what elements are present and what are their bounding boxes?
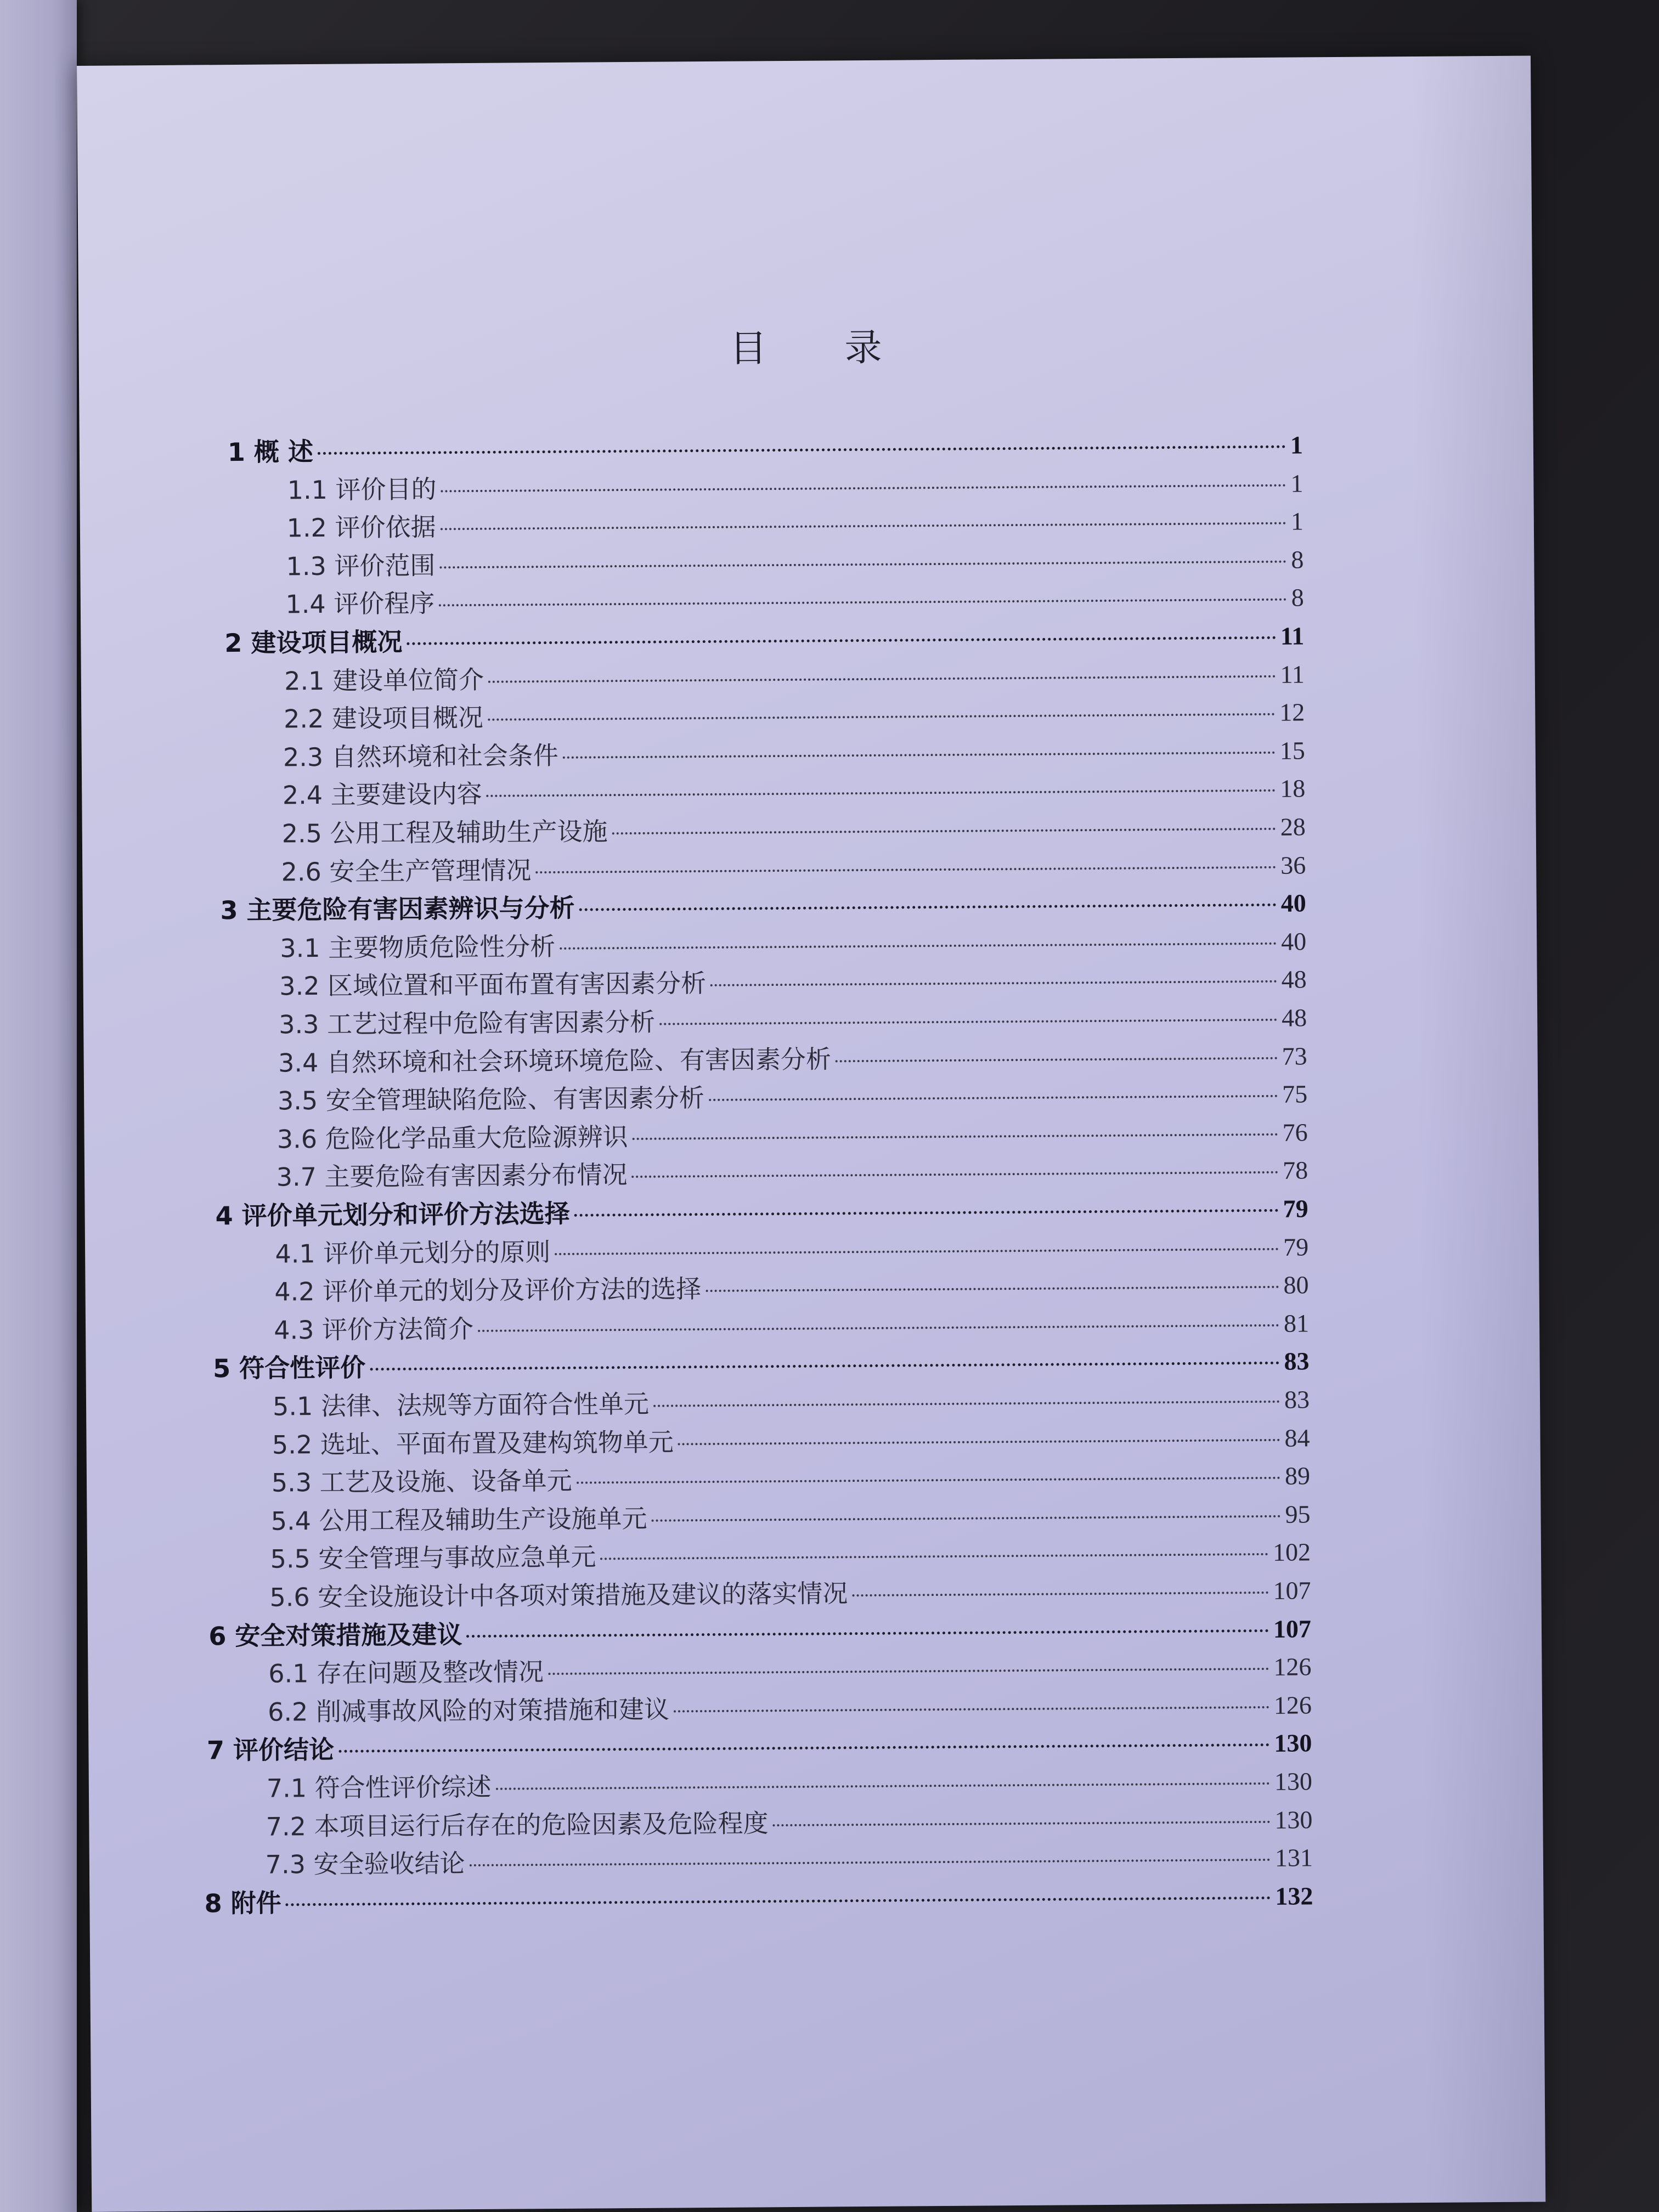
toc-entry-label: 3.1 主要物质危险性分析: [280, 931, 556, 963]
toc-entry-label: 5 符合性评价: [212, 1352, 366, 1384]
toc-page-number: 132: [1275, 1882, 1313, 1910]
toc-section-entry: [286, 501, 1304, 547]
page-title: 目 录: [729, 326, 915, 371]
toc-page-number: 11: [1280, 622, 1305, 650]
dot-leader: [706, 1286, 1279, 1292]
dot-leader: [612, 828, 1276, 834]
dot-leader: [439, 560, 1286, 568]
toc-entry-label: 3.4 自然环境和社会环境环境危险、有害因素分析: [278, 1044, 832, 1078]
dot-leader: [653, 1401, 1280, 1407]
toc-page-number: 40: [1280, 889, 1306, 917]
toc-page-number: 12: [1279, 698, 1305, 726]
toc-entry-label: 7 评价结论: [206, 1735, 335, 1765]
toc-page-number: 18: [1280, 774, 1306, 803]
toc-page-number: 84: [1284, 1423, 1310, 1452]
dot-leader: [709, 1095, 1278, 1101]
toc-page-number: 8: [1291, 583, 1304, 612]
toc-page-number: 48: [1281, 965, 1307, 994]
dot-leader: [674, 1706, 1269, 1713]
toc-entry-label: 4.3 评价方法简介: [274, 1313, 474, 1345]
toc-page-number: 81: [1283, 1309, 1310, 1338]
facing-page-edge: [0, 0, 77, 2212]
dot-leader: [488, 675, 1276, 682]
toc-chapter-entry: [204, 1876, 1313, 1922]
toc-entry-label: 5.6 安全设施设计中各项对策措施及建议的落实情况: [269, 1578, 848, 1612]
toc-entry-label: 6.2 削减事故风险的对策措施和建议: [267, 1694, 670, 1727]
toc-page-number: 78: [1282, 1156, 1308, 1185]
toc-entry-label: 1.3 评价范围: [286, 550, 436, 582]
dot-leader: [548, 1668, 1269, 1675]
table-of-contents: [77, 55, 1545, 2211]
toc-page-number: 75: [1282, 1080, 1308, 1108]
dot-leader: [773, 1820, 1271, 1826]
dot-leader: [659, 1019, 1277, 1025]
toc-page-number: 131: [1274, 1843, 1313, 1872]
dot-leader: [852, 1592, 1268, 1596]
toc-entry-label: 3.6 危险化学品重大危险源辨识: [276, 1121, 628, 1154]
toc-page-number: 48: [1281, 1003, 1307, 1032]
toc-entry-label: 8 附件: [204, 1888, 281, 1918]
toc-page-number: 76: [1282, 1118, 1308, 1147]
toc-section-entry: [286, 539, 1304, 585]
toc-section-entry: [287, 463, 1304, 509]
dot-leader: [488, 713, 1275, 721]
toc-page-number: 80: [1283, 1271, 1309, 1299]
toc-entry-label: 4.1 评价单元划分的原则: [275, 1237, 551, 1269]
toc-page-number: 15: [1279, 736, 1305, 765]
toc-entry-label: 4.2 评价单元的划分及评价方法的选择: [274, 1274, 702, 1307]
toc-entry-label: 3 主要危险有害因素辨识与分析: [220, 893, 575, 926]
toc-page-number: 40: [1281, 927, 1307, 956]
toc-page-number: 83: [1284, 1385, 1310, 1414]
toc-entry-label: 3.5 安全管理缺陷危险、有害因素分析: [277, 1083, 704, 1116]
dot-leader: [563, 752, 1276, 759]
dot-leader: [439, 599, 1287, 607]
toc-entry-label: 5.5 安全管理与事故应急单元: [270, 1542, 596, 1574]
toc-entry-label: 1 概 述: [227, 437, 314, 467]
toc-entry-label: 2 建设项目概况: [224, 627, 403, 658]
dot-leader: [487, 789, 1276, 797]
toc-entry-label: 1.1 评价目的: [287, 474, 437, 505]
toc-entry-label: 7.1 符合性评价综述: [266, 1771, 492, 1803]
toc-page-number: 130: [1274, 1729, 1312, 1758]
dot-leader: [577, 1477, 1280, 1484]
toc-entry-label: 2.5 公用工程及辅助生产设施: [281, 816, 608, 849]
dot-leader: [678, 1438, 1280, 1445]
toc-page-number: 130: [1274, 1805, 1313, 1834]
dot-leader: [710, 980, 1277, 986]
dot-leader: [407, 636, 1276, 645]
toc-entry-label: 2.1 建设单位简介: [284, 664, 484, 696]
toc-page-number: 11: [1280, 659, 1305, 689]
toc-section-entry: [284, 654, 1305, 699]
toc-page-number: 36: [1280, 850, 1306, 879]
toc-page-number: 130: [1274, 1767, 1313, 1796]
toc-section-entry: [284, 692, 1305, 738]
dot-leader: [370, 1362, 1279, 1371]
dot-leader: [574, 1209, 1279, 1217]
dot-leader: [651, 1515, 1280, 1522]
toc-entry-label: 5.4 公用工程及辅助生产设施单元: [270, 1503, 647, 1536]
toc-page-number: 1: [1290, 507, 1304, 535]
toc-entry-label: 2.3 自然环境和社会条件: [283, 740, 558, 772]
toc-entry-label: 3.2 区域位置和平面布置有害因素分析: [279, 968, 707, 1001]
toc-entry-label: 2.4 主要建设内容: [282, 779, 482, 810]
dot-leader: [338, 1743, 1269, 1753]
toc-entry-label: 4 评价单元划分和评价方法选择: [215, 1198, 570, 1231]
toc-page-number: 126: [1273, 1691, 1312, 1719]
toc-entry-label: 6.1 存在问题及整改情况: [268, 1657, 544, 1689]
toc-entry-label: 2.6 安全生产管理情况: [281, 855, 532, 887]
toc-entry-label: 5.2 选址、平面布置及建构筑物单元: [272, 1427, 674, 1460]
dot-leader: [632, 1171, 1279, 1178]
dot-leader: [535, 866, 1276, 873]
toc-page-number: 102: [1272, 1538, 1311, 1567]
toc-page-number: 28: [1280, 812, 1306, 841]
toc-entry-label: 1.4 评价程序: [285, 588, 435, 619]
toc-page-number: 107: [1273, 1576, 1311, 1605]
toc-entry-label: 5.1 法律、法规等方面符合性单元: [272, 1389, 650, 1421]
dot-leader: [318, 445, 1286, 455]
toc-page-number: 89: [1284, 1462, 1311, 1490]
toc-page-number: 73: [1282, 1041, 1307, 1070]
dot-leader: [633, 1133, 1278, 1140]
toc-page-number: 79: [1283, 1194, 1308, 1223]
dot-leader: [560, 943, 1277, 950]
toc-entry-label: 7.2 本项目运行后存在的危险因素及危险程度: [266, 1808, 769, 1842]
toc-page-number: 83: [1284, 1347, 1310, 1376]
toc-entry-label: 7.3 安全验收结论: [265, 1848, 465, 1880]
toc-page-number: 107: [1273, 1614, 1312, 1643]
toc-entry-label: 2.2 建设项目概况: [283, 703, 484, 734]
toc-entry-label: 6 安全对策措施及建议: [208, 1619, 462, 1651]
dot-leader: [441, 484, 1286, 492]
dot-leader: [555, 1248, 1279, 1255]
toc-page-number: 95: [1285, 1500, 1311, 1528]
dot-leader: [440, 522, 1286, 531]
toc-entry-label: 3.7 主要危险有害因素分布情况: [276, 1160, 628, 1192]
toc-section-entry: [285, 578, 1304, 623]
dot-leader: [836, 1057, 1278, 1062]
dot-leader: [469, 1859, 1270, 1866]
dot-leader: [286, 1897, 1271, 1906]
dot-leader: [496, 1782, 1270, 1790]
toc-entry-label: 5.3 工艺及设施、设备单元: [271, 1465, 572, 1498]
toc-page-number: 1: [1290, 431, 1304, 459]
toc-entry-label: 1.2 评价依据: [286, 512, 436, 543]
dot-leader: [600, 1553, 1268, 1560]
dot-leader: [478, 1324, 1279, 1332]
toc-section-entry: [283, 769, 1306, 814]
toc-page-number: 79: [1283, 1232, 1309, 1261]
dot-leader: [579, 904, 1277, 911]
document-page: [77, 55, 1545, 2211]
toc-page-number: 1: [1290, 469, 1304, 498]
dot-leader: [466, 1629, 1269, 1637]
toc-page-number: 126: [1273, 1652, 1312, 1681]
toc-page-number: 8: [1291, 545, 1304, 574]
toc-entry-label: 3.3 工艺过程中危险有害因素分析: [279, 1007, 656, 1040]
